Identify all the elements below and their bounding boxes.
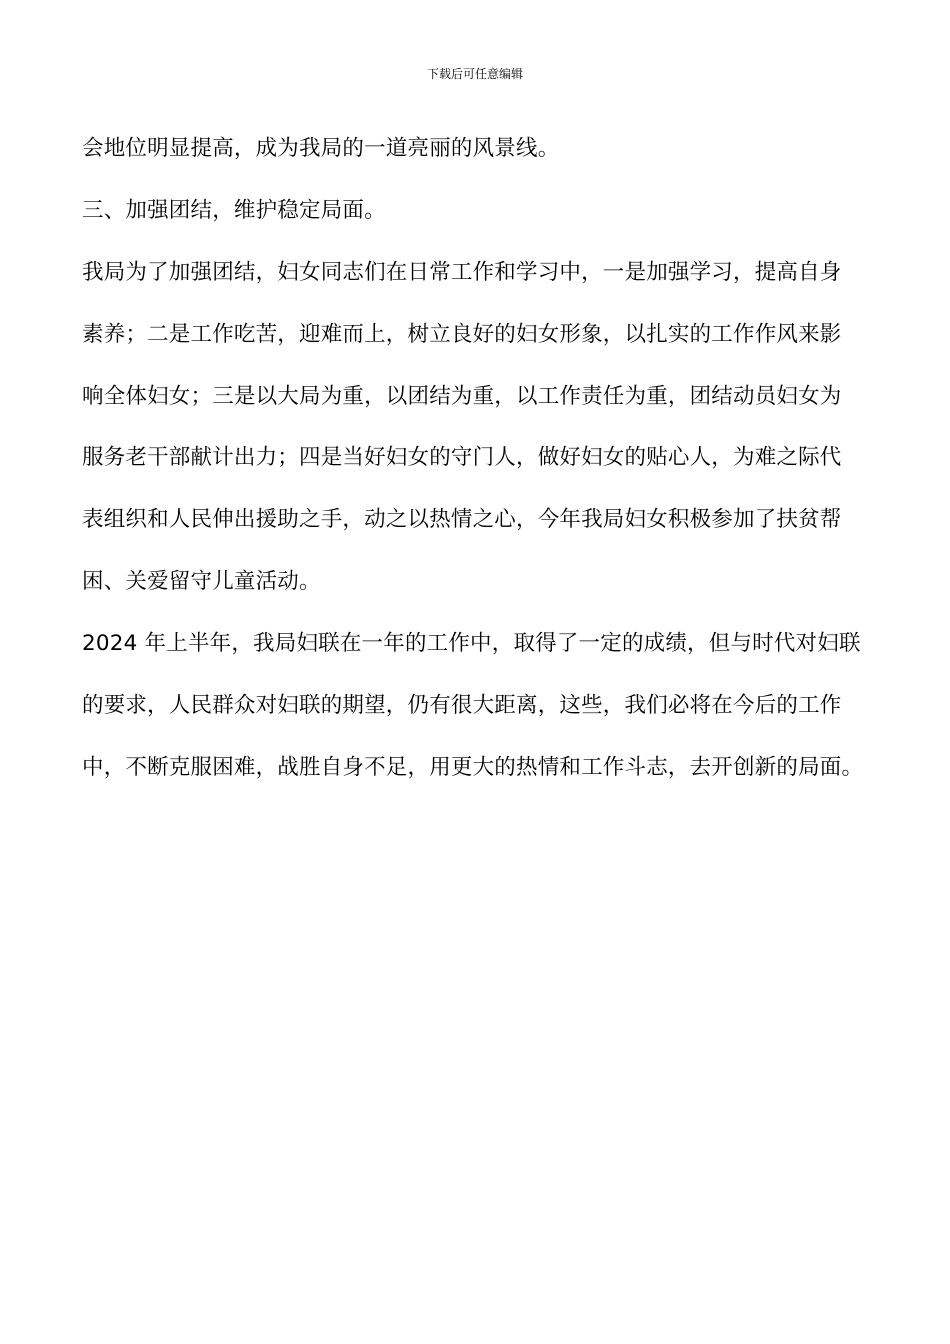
text-line: 素养；二是工作吃苦，迎难而上，树立良好的妇女形象，以扎实的工作作风来影 <box>82 321 842 347</box>
document-body <box>82 118 882 799</box>
text-line: 服务老干部献计出力；四是当好妇女的守门人，做好妇女的贴心人，为难之际代 <box>82 445 842 471</box>
text-line: 的要求，人民群众对妇联的期望，仍有很大距离，这些，我们必将在今后的工作 <box>82 693 842 719</box>
text-line: 会地位明显提高，成为我局的一道亮丽的风景线。 <box>82 136 560 161</box>
text-line: 我局为了加强团结，妇女同志们在日常工作和学习中，一是加强学习，提高自身 <box>82 259 842 285</box>
section-heading: 三、加强团结，维护稳定局面。 <box>82 197 386 223</box>
page-header: 下载后可任意编辑 <box>426 67 523 81</box>
text-line: 困、关爱留守儿童活动。 <box>82 569 321 595</box>
text-line: 响全体妇女；三是以大局为重，以团结为重，以工作责任为重，团结动员妇女为 <box>82 383 842 409</box>
text-line: 表组织和人民伸出援助之手，动之以热情之心，今年我局妇女积极参加了扶贫帮 <box>82 507 842 533</box>
text-line: 中，不断克服困难，战胜自身不足，用更大的热情和工作斗志，去开创新的局面。 <box>82 754 864 780</box>
text-line: 2024 年上半年，我局妇联在一年的工作中，取得了一定的成绩，但与时代对妇联 <box>82 631 861 657</box>
